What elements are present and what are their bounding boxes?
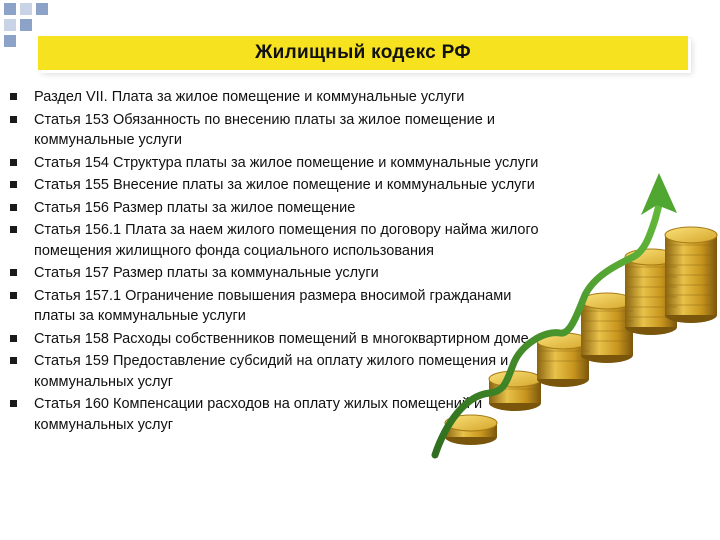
square-bullet-icon bbox=[10, 335, 17, 342]
square-bullet-icon bbox=[10, 181, 17, 188]
list-item-text: Статья 157.1 Ограничение повышения размера вносимой гражданами платы за коммунальные услуги bbox=[34, 287, 512, 324]
square-bullet-icon bbox=[10, 159, 17, 166]
list-item-text: Статья 153 Обязанность по внесению платы за жилое помещение и коммунальные услуги bbox=[34, 111, 495, 148]
list-item-text: Статья 155 Внесение платы за жилое помещение и коммунальные услуги bbox=[34, 177, 535, 193]
square-bullet-icon bbox=[10, 269, 17, 276]
square-bullet-icon bbox=[10, 292, 17, 299]
page-title: Жилищный кодекс РФ bbox=[255, 42, 471, 63]
title-banner bbox=[38, 36, 688, 70]
list-item-text: Статья 156.1 Плата за наем жилого помещения по договору найма жилого помещения жилищного фонда социального использования bbox=[34, 222, 539, 259]
list-item-text: Статья 160 Компенсации расходов на оплату жилых помещений и коммунальных услуг bbox=[34, 396, 483, 433]
square-bullet-icon bbox=[10, 204, 17, 211]
list-item bbox=[0, 110, 560, 151]
list-item-text: Раздел VII. Плата за жилое помещение и коммунальные услуги bbox=[34, 89, 465, 105]
list-item-text: Статья 156 Размер платы за жилое помещение bbox=[34, 199, 356, 216]
square-bullet-icon bbox=[10, 226, 17, 233]
square-bullet-icon bbox=[10, 93, 17, 100]
list-item-text: Статья 157 Размер платы за коммунальные услуги bbox=[34, 265, 379, 281]
coin-stacks-growth-arrow-icon bbox=[395, 165, 720, 475]
list-item bbox=[0, 87, 560, 108]
list-item-text: Статья 158 Расходы собственников помещений в многоквартирном доме bbox=[34, 330, 529, 347]
square-bullet-icon bbox=[10, 116, 17, 123]
square-bullet-icon bbox=[10, 400, 17, 407]
square-bullet-icon bbox=[10, 357, 17, 364]
list-item-text: Статья 159 Предоставление субсидий на оплату жилого помещения и коммунальных услуг bbox=[34, 353, 509, 390]
list-item-text: Статья 154 Структура платы за жилое помещение и коммунальные услуги bbox=[34, 154, 539, 171]
